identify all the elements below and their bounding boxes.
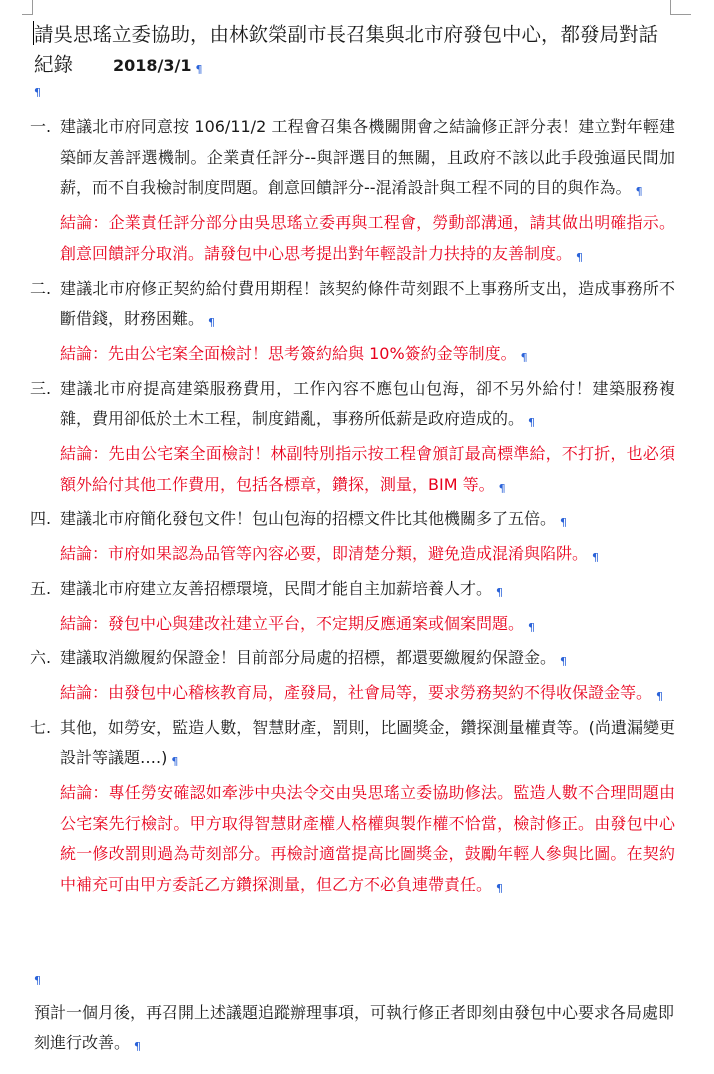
paragraph-mark-icon: ¶	[34, 86, 41, 99]
margin-corner-mark	[670, 0, 691, 15]
item-text: 建議北市府同意按 106/11/2 工程會召集各機關開會之結論修正評分表！建立對年輕建築師友善評選機制。企業責任評分--與評選目的無關，且政府不該以此手段強逼民間加薪，而不自我檢討制度問題。創意回饋評分--混淆設計與工程不同的目的與作為。	[60, 117, 675, 198]
item-text: 建議取消繳履約保證金！目前部分局處的招標，都還要繳履約保證金。	[60, 648, 557, 668]
agenda-list	[30, 112, 675, 905]
item-number: 七.	[30, 717, 52, 737]
paragraph-mark-icon: ¶	[592, 551, 600, 565]
paragraph-mark-icon: ¶	[656, 689, 664, 703]
agenda-item-6[interactable]	[30, 643, 675, 712]
paragraph-mark-icon: ¶	[34, 974, 41, 987]
item-text: 建議北市府建立友善招標環境，民間才能自主加薪培養人才。	[60, 578, 493, 598]
item-text: 其他，如勞安，監造人數，智慧財產，罰則，比圖獎金，鑽探測量權責等。(尚遺漏變更設計等議題….)	[60, 717, 675, 768]
paragraph-mark-icon: ¶	[528, 620, 536, 634]
item-conclusion: 結論：由發包中心稽核教育局，產發局，社會局等，要求勞務契約不得收保證金等。	[60, 682, 653, 702]
item-number: 一.	[30, 117, 52, 136]
paragraph-mark-icon: ¶	[520, 350, 528, 364]
agenda-item-4[interactable]	[30, 504, 675, 573]
paragraph-mark-icon: ¶	[134, 1040, 142, 1053]
item-number: 二.	[30, 278, 52, 298]
document-title[interactable]	[34, 20, 674, 85]
item-conclusion: 結論：專任勞安確認如牽涉中央法令交由吳思瑤立委協助修法。監造人數不合理問題由公宅案先行檢討。甲方取得智慧財產權人格權與製作權不恰當，檢討修正。由發包中心統一修改罰則過為苛刻部分。再檢討適當提高比圖獎金，鼓勵年輕人參與比圖。在契約中補充可由甲方委託乙方鑽探測量，但乙方不必負連帶責任。	[60, 783, 675, 895]
paragraph-mark-icon: ¶	[496, 882, 504, 896]
closing-text: 預計一個月後，再召開上述議題追蹤辦理事項，可執行修正者即刻由發包中心要求各局處即刻進行改善。	[34, 1003, 675, 1052]
item-number: 四.	[30, 509, 52, 529]
paragraph-mark-icon: ¶	[635, 185, 643, 199]
paragraph-mark-icon: ¶	[496, 585, 504, 599]
margin-corner-mark	[22, 0, 33, 15]
item-conclusion: 結論：市府如果認為品管等內容必要，即清楚分類，避免造成混淆與陷阱。	[60, 544, 589, 564]
paragraph-mark-icon: ¶	[171, 755, 179, 769]
paragraph-mark-icon: ¶	[195, 63, 203, 76]
closing-paragraph[interactable]	[34, 998, 674, 1062]
item-conclusion: 結論：先由公宅案全面檢討！思考簽約給與 10%簽約金等制度。	[60, 343, 517, 363]
item-conclusion: 結論：企業責任評分部分由吳思瑤立委再與工程會，勞動部溝通，請其做出明確指示。創意回饋評分取消。請發包中心思考提出對年輕設計力扶持的友善制度。	[60, 213, 675, 263]
agenda-item-3[interactable]	[30, 374, 675, 505]
agenda-item-1[interactable]	[30, 112, 675, 274]
item-number: 五.	[30, 578, 52, 598]
paragraph-mark-icon: ¶	[528, 416, 536, 430]
item-text: 建議北市府提高建築服務費用，工作內容不應包山包海，卻不另外給付！建築服務複雜，費用卻低於土木工程，制度錯亂，事務所低薪是政府造成的。	[60, 378, 675, 429]
paragraph-mark-icon: ¶	[560, 655, 568, 669]
paragraph-mark-icon: ¶	[498, 481, 506, 495]
title-date: 2018/3/1	[113, 56, 192, 75]
paragraph-mark-icon: ¶	[208, 316, 216, 330]
agenda-item-2[interactable]	[30, 274, 675, 374]
agenda-item-5[interactable]	[30, 574, 675, 643]
item-number: 三.	[30, 378, 52, 398]
item-text: 建議北市府修正契約給付費用期程！該契約條件苛刻跟不上事務所支出，造成事務所不斷借錢，財務困難。	[60, 278, 675, 329]
item-number: 六.	[30, 648, 52, 668]
agenda-item-7[interactable]	[30, 713, 675, 905]
title-text: 請吳思瑤立委協助，由林欽榮副市長召集與北市府發包中心，都發局對話紀錄	[34, 23, 659, 76]
item-conclusion: 結論：先由公宅案全面檢討！林副特別指示按工程會頒訂最高標準給，不打折，也必須額外給付其他工作費用，包括各標章，鑽探，測量，BIM 等。	[60, 444, 675, 494]
item-conclusion: 結論：發包中心與建改社建立平台，不定期反應通案或個案問題。	[60, 613, 525, 633]
paragraph-mark-icon: ¶	[560, 516, 568, 530]
item-text: 建議北市府簡化發包文件！包山包海的招標文件比其他機關多了五倍。	[60, 509, 557, 529]
paragraph-mark-icon: ¶	[576, 250, 584, 264]
